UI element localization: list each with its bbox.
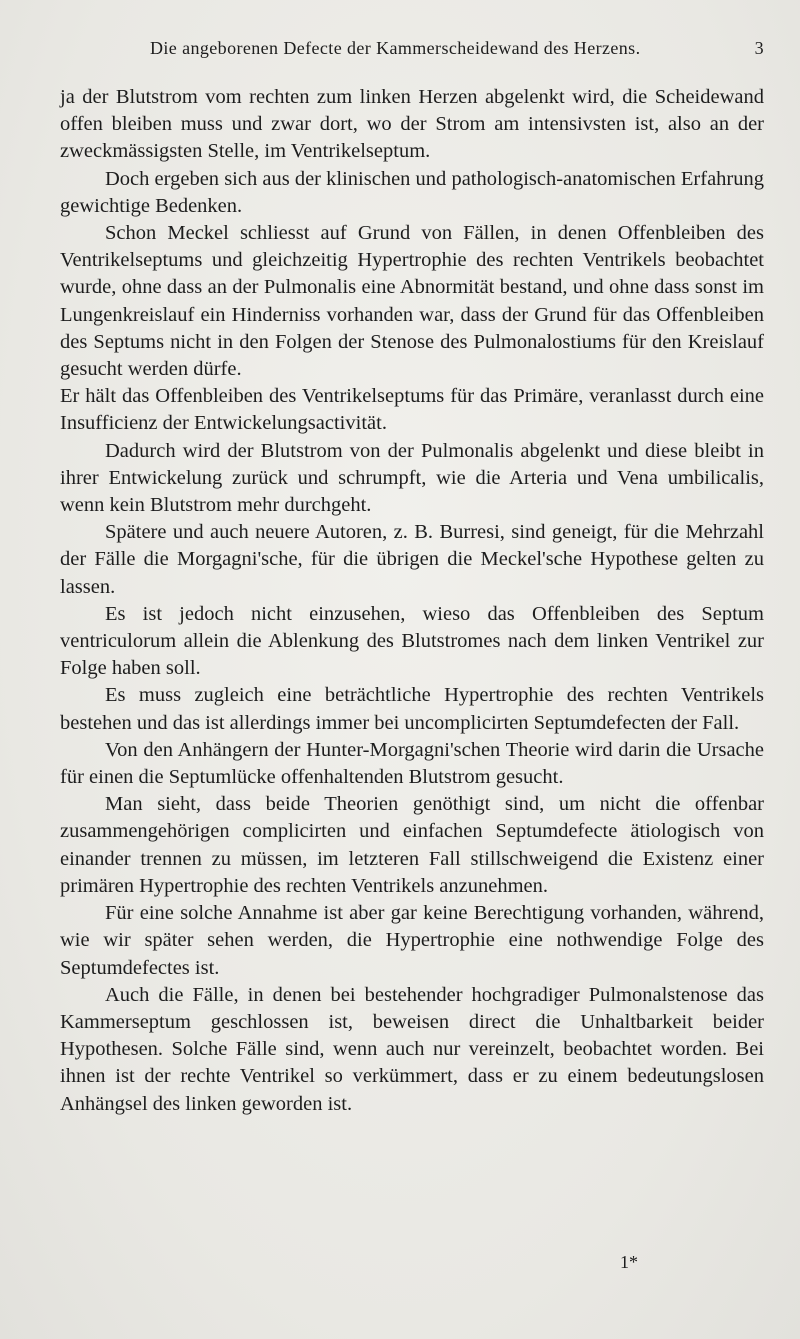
- paragraph: Doch ergeben sich aus der klinischen und pathologisch-anatomischen Erfahrung gewichtige Bedenken.: [60, 167, 764, 217]
- paragraph: Dadurch wird der Blutstrom von der Pulmonalis abgelenkt und diese bleibt in ihrer Entwickelung zurück und schrumpft, wie die Arteria und Vena umbilicalis, wenn kein Blutstrom mehr durchgeht.: [60, 439, 764, 517]
- paragraph: Von den Anhängern der Hunter-Morgagni'schen Theorie wird darin die Ursache für einen die Septumlücke offenhaltenden Blutstrom gesucht.: [60, 738, 764, 789]
- paragraph: Man sieht, dass beide Theorien genöthigt sind, um nicht die offenbar zusammengehörigen complicirten und einfachen Septumdefecte ätiologisch von einander trennen zu müssen, im letzteren Fall stillschweigend die Existenz einer primären Hypertrophie des rechten Ventrikels anzunehmen.: [60, 793, 764, 897]
- running-title: Die angeborenen Defecte der Kammerscheidewand des Herzens.: [150, 38, 641, 58]
- page-number: 3: [754, 38, 764, 58]
- body-text: [60, 84, 764, 1118]
- paragraph: Es muss zugleich eine beträchtliche Hypertrophie des rechten Ventrikels bestehen und das ist allerdings immer bei uncomplicirten Septumdefecten der Fall.: [60, 684, 764, 734]
- page-header: [60, 34, 768, 60]
- paragraph: Schon Meckel schliesst auf Grund von Fällen, in denen Offenbleiben des Ventrikelseptums und gleichzeitig Hypertrophie des rechten Ventrikels beobachtet wurde, ohne dass an der Pulmonalis eine Abnormität bestand, und ohne dass sonst im Lungenkreislauf ein Hinderniss vorhanden war, dass der Grund für das Offenbleiben des Septums nicht in den Folgen der Stenose des Pulmonalostiums für den Kreislauf gesucht werden dürfe.: [60, 222, 764, 381]
- paragraph: Er hält das Offenbleiben des Ventrikelseptums für das Primäre, veranlasst durch eine Insufficienz der Entwickelungsactivität.: [60, 385, 764, 435]
- paragraph: Spätere und auch neuere Autoren, z. B. Burresi, sind geneigt, für die Mehrzahl der Fälle die Morgagni'sche, für die übrigen die Meckel'sche Hypothese gelten zu lassen.: [60, 521, 764, 598]
- paragraph: Für eine solche Annahme ist aber gar keine Berechtigung vorhanden, während, wie wir später sehen werden, die Hypertrophie eine nothwendige Folge des Septumdefectes ist.: [60, 902, 764, 979]
- paragraph: Auch die Fälle, in denen bei bestehender hochgradiger Pulmonalstenose das Kammerseptum geschlossen ist, beweisen direct die Unhaltbarkeit beider Hypothesen. Solche Fälle sind, wenn auch nur vereinzelt, beobachtet worden. Bei ihnen ist der rechte Ventrikel so verkümmert, dass er zu einem bedeutungslosen Anhängsel des linken geworden ist.: [60, 983, 764, 1115]
- paragraph: Es ist jedoch nicht einzusehen, wieso das Offenbleiben des Septum ventriculorum allein die Ablenkung des Blutstromes nach dem linken Ventrikel zur Folge haben soll.: [60, 602, 764, 680]
- signature-mark: 1*: [620, 1252, 638, 1272]
- paragraph: ja der Blutstrom vom rechten zum linken Herzen abgelenkt wird, die Scheidewand offen bleiben muss und zwar dort, wo der Strom am intensivsten ist, also an der zweckmässigsten Stelle, im Ventrikelseptum.: [60, 86, 764, 163]
